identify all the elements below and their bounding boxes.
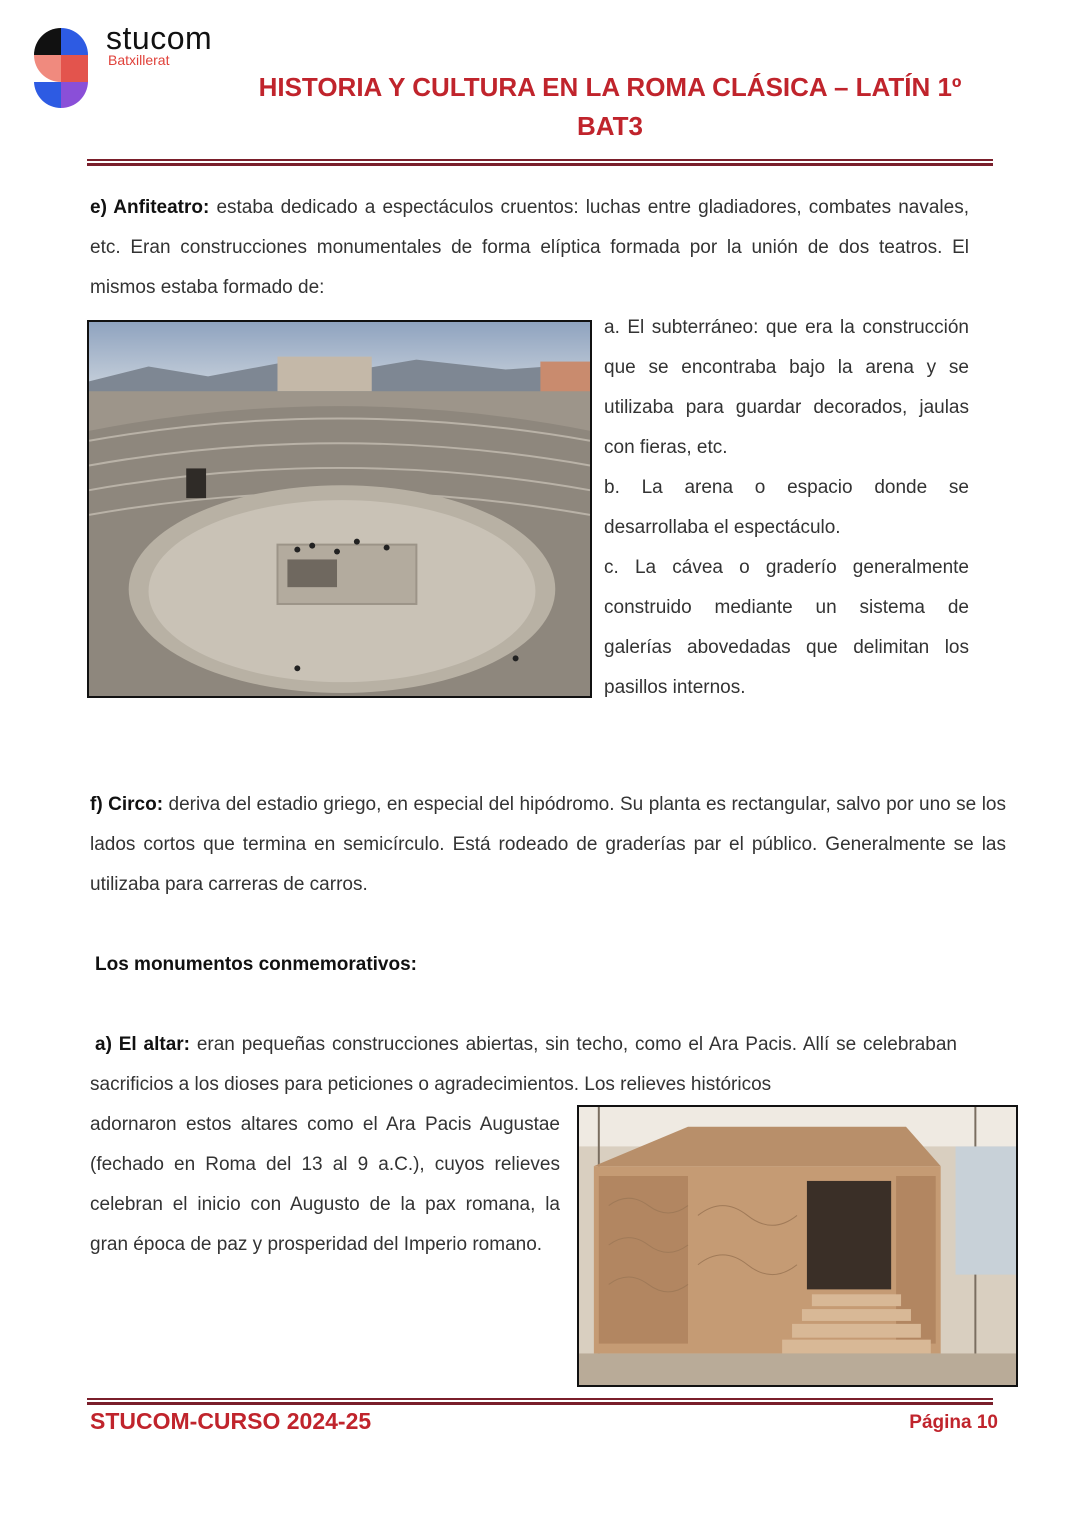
altar-paragraph-cont [90, 1105, 560, 1265]
anfiteatro-intro: estaba dedicado a espectáculos cruentos: luchas entre gladiadores, combates navales, etc. Eran construcciones monumentales de forma elíptica formada por la unión de dos teatros. El mismos estaba formado de: [90, 197, 969, 298]
circo-paragraph [90, 785, 1006, 905]
ara-pacis-photo [577, 1105, 1018, 1387]
page-title-line2: BAT3 [577, 111, 643, 141]
altar-text-2: adornaron estos altares como el Ara Pacis Augustae (fechado en Roma del 13 al 9 a.C.), cuyos relieves celebran el inicio con Augusto de la pax romana, la gran época de paz y prosperidad del Imperio romano. [90, 1114, 560, 1255]
brand-name: stucom [106, 20, 213, 56]
amphitheater-photo [87, 320, 592, 698]
footer-course: STUCOM-CURSO 2024-25 [90, 1408, 372, 1434]
footer-rule [87, 1398, 993, 1405]
header-rule [87, 159, 993, 166]
monumentos-heading: Los monumentos conmemorativos: [95, 954, 417, 975]
anfiteatro-list [604, 308, 969, 708]
altar-colon: : [183, 1034, 190, 1055]
list-item: a. El subterráneo: que era la construcción que se encontraba bajo la arena y se utilizaba para guardar decorados, jaulas con fieras, etc. [604, 317, 969, 458]
circo-text: deriva del estadio griego, en especial del hipódromo. Su planta es rectangular, salvo por uno se los lados cortos que termina en semicírculo. Está rodeado de graderías par el público. Generalmente se las utilizaba para carreras de carros. [90, 794, 1006, 895]
altar-label: a) El altar [95, 1034, 184, 1055]
stucom-logo [32, 26, 90, 110]
circo-label: f) Circo: [90, 794, 164, 815]
list-item: b. La arena o espacio donde se desarrollaba el espectáculo. [604, 477, 969, 538]
page-title: HISTORIA Y CULTURA EN LA ROMA CLÁSICA – LATÍN 1º [258, 72, 962, 102]
altar-paragraph [90, 1025, 957, 1105]
altar-text-1: eran pequeñas construcciones abiertas, sin techo, como el Ara Pacis. Allí se celebraban sacrificios a los dioses para peticiones o agradecimientos. Los relieves históricos [90, 1034, 957, 1095]
page-number: Página 10 [909, 1412, 998, 1433]
anfiteatro-label: e) Anfiteatro: [90, 197, 210, 218]
anfiteatro-paragraph [90, 188, 969, 308]
list-item: c. La cávea o graderío generalmente construido mediante un sistema de galerías abovedadas que delimitan los pasillos internos. [604, 557, 969, 698]
brand-subtitle: Batxillerat [108, 52, 170, 68]
